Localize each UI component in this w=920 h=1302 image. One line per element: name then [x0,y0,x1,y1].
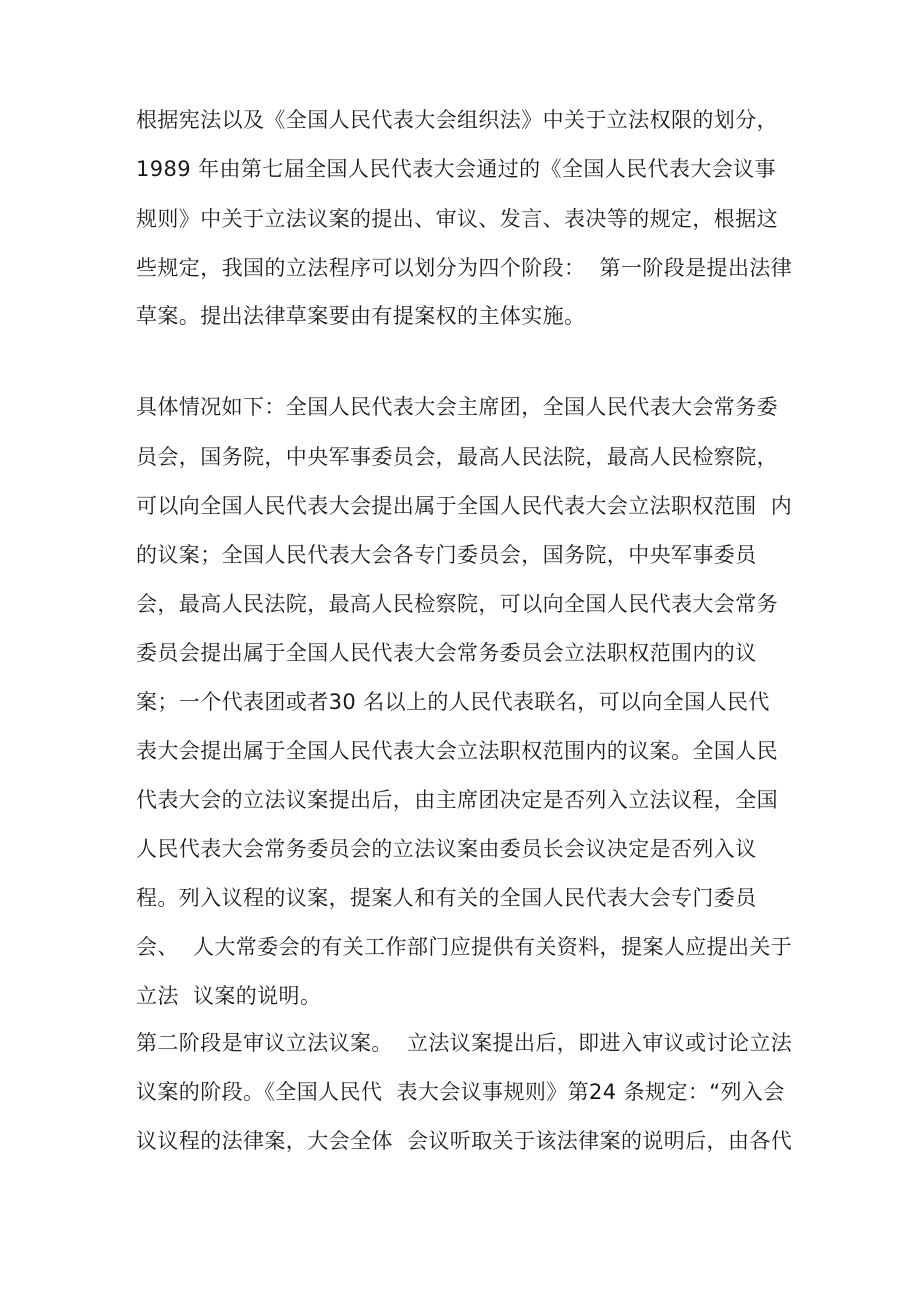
paragraph-line: 员会，国务院，中央军事委员会，最高人民法院，最高人民检察院， [136,445,778,469]
paragraph-line: 1989 年由第七届全国人民代表大会通过的《全国人民代表大会议事 [136,157,776,181]
paragraph-line: 表大会提出属于全国人民代表大会立法职权范围内的议案。全国人民 [136,739,778,763]
paragraph-line: 程。列入议程的议案，提案人和有关的全国人民代表大会专门委员 [136,886,757,910]
paragraph-line: 议案的阶段。《全国人民代 表大会议事规则》第24 条规定：“列入会 [136,1080,785,1104]
paragraph-line: 议议程的法律案，大会全体 会议听取关于该法律案的说明后，由各代 [136,1129,793,1153]
paragraph-line: 第二阶段是审议立法议案。 立法议案提出后，即进入审议或讨论立法 [136,1031,793,1055]
paragraph-line: 草案。提出法律草案要由有提案权的主体实施。 [136,304,586,328]
paragraph-line: 具体情况如下：全国人民代表大会主席团，全国人民代表大会常务委 [136,395,778,419]
paragraph-line: 根据宪法以及《全国人民代表大会组织法》中关于立法权限的划分， [136,108,778,132]
paragraph-line: 立法 议案的说明。 [136,984,322,1008]
paragraph-line: 的议案；全国人民代表大会各专门委员会，国务院，中央军事委员 [136,543,757,567]
paragraph-line: 案；一个代表团或者30 名以上的人民代表联名，可以向全国人民代 [136,690,770,714]
paragraph-line: 会，最高人民法院，最高人民检察院，可以向全国人民代表大会常务 [136,592,778,616]
paragraph-line: 人民代表大会常务委员会的立法议案由委员长会议决定是否列入议 [136,837,757,861]
paragraph-line: 代表大会的立法议案提出后，由主席团决定是否列入立法议程，全国 [136,788,778,812]
paragraph-line: 会、 人大常委会的有关工作部门应提供有关资料，提案人应提出关于 [136,935,793,959]
paragraph-line: 委员会提出属于全国人民代表大会常务委员会立法职权范围内的议 [136,641,757,665]
paragraph-line: 规则》中关于立法议案的提出、审议、发言、表决等的规定，根据这 [136,207,778,231]
paragraph-line: 可以向全国人民代表大会提出属于全国人民代表大会立法职权范围 内 [136,494,793,518]
paragraph-line: 些规定，我国的立法程序可以划分为四个阶段： 第一阶段是提出法律 [136,256,793,280]
